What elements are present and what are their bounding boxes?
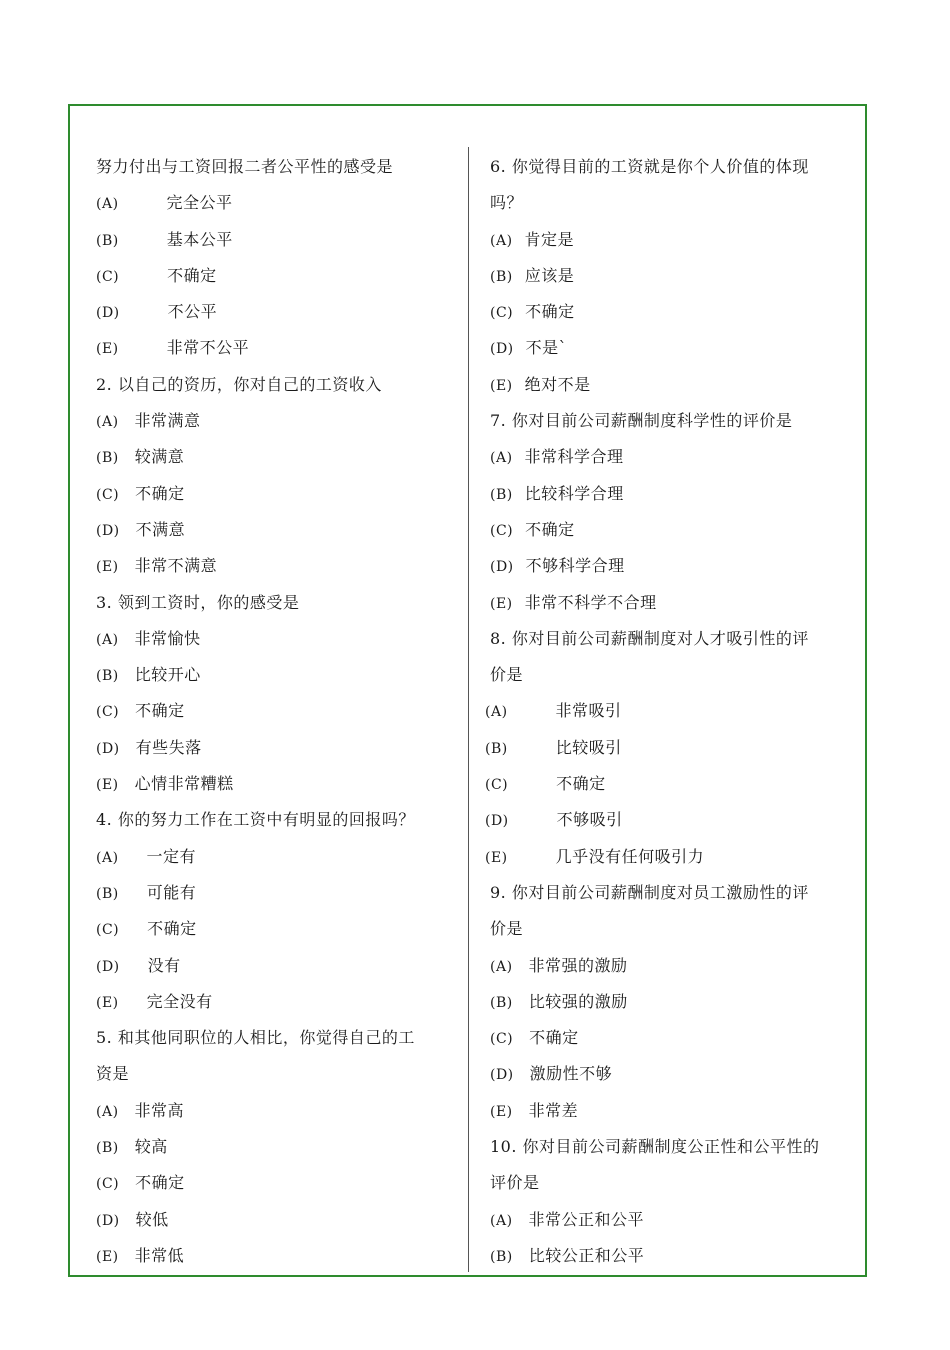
option-text: 肯定是 — [524, 229, 575, 249]
option-letter: (E) — [490, 377, 513, 394]
option-letter: (D) — [485, 813, 509, 830]
question-line: 4. 你的努力工作在工资中有明显的回报吗？ — [96, 810, 415, 830]
option-letter: (A) — [96, 849, 119, 866]
question-line: 6. 你觉得目前的工资就是你个人价值的体现 — [490, 157, 809, 176]
option-letter: (C) — [96, 922, 120, 939]
option-text: 比较开心 — [134, 665, 201, 685]
option-letter: (A) — [490, 958, 513, 975]
option-letter: (A) — [96, 196, 119, 213]
option-text: 不确定 — [147, 919, 197, 939]
option-line — [96, 693, 456, 729]
option-text: 不确定 — [529, 1028, 579, 1048]
option-letter: (E) — [490, 595, 513, 612]
option-line — [485, 839, 852, 875]
option-letter: (C) — [96, 1176, 120, 1193]
option-text: 非常强的激励 — [528, 955, 628, 975]
option-line — [96, 1093, 456, 1129]
option-line — [96, 730, 456, 766]
option-line — [490, 948, 852, 984]
option-line — [96, 984, 456, 1020]
option-line — [490, 512, 852, 548]
option-text: 不满意 — [135, 519, 186, 539]
left-column — [96, 149, 456, 1274]
option-line — [490, 1238, 852, 1274]
option-text: 不确定 — [135, 483, 185, 503]
option-letter: (C) — [490, 1031, 514, 1048]
option-text: 不公平 — [167, 302, 218, 322]
option-letter: (E) — [96, 341, 119, 358]
option-line — [96, 258, 456, 294]
option-line — [490, 585, 852, 621]
option-letter: (D) — [96, 305, 120, 322]
right-column — [485, 149, 852, 1274]
option-text: 不确定 — [135, 701, 185, 721]
option-text: 不够吸引 — [556, 810, 623, 830]
option-text: 不确定 — [525, 302, 575, 322]
option-letter: (C) — [96, 486, 120, 503]
question-line: 9. 你对目前公司薪酬制度对员工激励性的评 — [490, 882, 809, 902]
option-text: 完全公平 — [166, 193, 233, 213]
option-line — [96, 875, 456, 911]
option-line — [96, 512, 456, 548]
option-text: 不够科学合理 — [525, 556, 625, 576]
option-letter: (D) — [96, 522, 120, 539]
question-line: 3. 领到工资时，你的感受是 — [96, 592, 300, 612]
option-text: 非常不公平 — [166, 338, 250, 358]
option-letter: (B) — [96, 1140, 119, 1157]
option-text: 较满意 — [134, 447, 185, 467]
option-text: 非常低 — [134, 1245, 185, 1265]
option-letter: (C) — [96, 704, 120, 721]
option-letter: (D) — [490, 341, 514, 358]
option-line — [96, 222, 456, 258]
option-letter: (B) — [490, 994, 513, 1011]
option-letter: (E) — [96, 994, 119, 1011]
option-letter: (C) — [96, 268, 120, 285]
option-text: 不确定 — [167, 265, 217, 285]
option-text: 完全没有 — [146, 991, 213, 1011]
option-line — [96, 476, 456, 512]
option-letter: (E) — [96, 1248, 119, 1265]
option-letter: (B) — [490, 1248, 513, 1265]
question-line: 7. 你对目前公司薪酬制度科学性的评价是 — [490, 411, 793, 431]
option-letter: (D) — [96, 740, 120, 757]
option-text: 心情非常糟糕 — [134, 774, 234, 794]
option-line — [485, 766, 852, 802]
option-line — [96, 621, 456, 657]
option-text: 非常满意 — [134, 411, 201, 431]
option-letter: (B) — [96, 450, 119, 467]
option-text: 基本公平 — [166, 229, 233, 249]
option-letter: (E) — [96, 777, 119, 794]
option-line — [490, 476, 852, 512]
option-text: 几乎没有任何吸引力 — [555, 846, 705, 866]
option-text: 非常不科学不合理 — [524, 592, 657, 612]
option-line — [490, 367, 852, 403]
option-text: 不确定 — [135, 1173, 185, 1193]
option-line — [96, 839, 456, 875]
option-line — [96, 948, 456, 984]
option-line — [96, 1238, 456, 1274]
option-letter: (D) — [96, 1212, 120, 1229]
option-line — [96, 403, 456, 439]
option-text: 非常差 — [528, 1100, 579, 1120]
option-line — [96, 657, 456, 693]
option-letter: (A) — [490, 450, 513, 467]
option-letter: (A) — [96, 1103, 119, 1120]
option-line — [96, 330, 456, 366]
question-line: 8. 你对目前公司薪酬制度对人才吸引性的评 — [490, 628, 809, 648]
option-line — [490, 1093, 852, 1129]
option-text: 一定有 — [146, 846, 197, 866]
question-line: 2. 以自己的资历，你对自己的工资收入 — [96, 374, 382, 394]
question-line: 吗？ — [490, 193, 524, 213]
option-letter: (A) — [96, 414, 119, 431]
option-letter: (A) — [96, 631, 119, 648]
option-line — [96, 1202, 456, 1238]
option-letter: (A) — [490, 232, 513, 249]
option-line — [490, 294, 852, 330]
option-text: 不是` — [525, 338, 568, 358]
question-line: 努力付出与工资回报二者公平性的感受是 — [96, 157, 394, 176]
option-letter: (E) — [485, 849, 508, 866]
option-letter: (C) — [485, 777, 509, 794]
option-text: 没有 — [147, 955, 181, 975]
option-text: 可能有 — [146, 882, 197, 902]
option-text: 比较科学合理 — [524, 483, 624, 503]
option-letter: (C) — [490, 305, 514, 322]
option-text: 应该是 — [524, 265, 575, 285]
option-line — [490, 439, 852, 475]
option-text: 激励性不够 — [529, 1064, 613, 1084]
option-line — [96, 185, 456, 221]
option-letter: (B) — [96, 668, 119, 685]
option-line — [96, 439, 456, 475]
option-letter: (A) — [490, 1212, 513, 1229]
option-line — [96, 294, 456, 330]
question-line: 评价是 — [490, 1173, 540, 1193]
option-line — [485, 802, 852, 838]
option-letter: (E) — [96, 559, 119, 576]
option-text: 比较强的激励 — [528, 991, 628, 1011]
option-letter: (B) — [490, 486, 513, 503]
option-letter: (C) — [490, 522, 514, 539]
option-text: 非常高 — [134, 1100, 185, 1120]
option-line — [96, 1165, 456, 1201]
option-line — [96, 548, 456, 584]
option-text: 不确定 — [525, 519, 575, 539]
option-text: 不确定 — [556, 774, 606, 794]
option-line — [96, 766, 456, 802]
option-line — [490, 258, 852, 294]
question-line: 5. 和其他同职位的人相比，你觉得自己的工 — [96, 1028, 415, 1048]
option-text: 非常科学合理 — [524, 447, 624, 467]
option-letter: (D) — [490, 1067, 514, 1084]
question-line: 10. 你对目前公司薪酬制度公正性和公平性的 — [490, 1137, 820, 1157]
option-text: 较高 — [134, 1137, 168, 1157]
option-text: 非常公正和公平 — [528, 1209, 645, 1229]
option-line — [490, 330, 852, 366]
option-text: 非常愉快 — [134, 628, 201, 648]
option-letter: (D) — [96, 958, 120, 975]
option-line — [96, 911, 456, 947]
option-letter: (B) — [485, 740, 508, 757]
option-letter: (B) — [96, 232, 119, 249]
option-letter: (B) — [96, 885, 119, 902]
option-line — [490, 1020, 852, 1056]
option-text: 非常不满意 — [134, 556, 218, 576]
option-letter: (D) — [490, 559, 514, 576]
question-line: 价是 — [490, 665, 524, 685]
option-text: 较低 — [135, 1209, 169, 1229]
option-line — [485, 730, 852, 766]
option-line — [485, 693, 852, 729]
column-divider — [468, 147, 469, 1272]
option-line — [490, 1202, 852, 1238]
option-text: 比较公正和公平 — [528, 1245, 645, 1265]
option-text: 比较吸引 — [555, 737, 622, 757]
option-letter: (A) — [485, 704, 508, 721]
option-line — [490, 984, 852, 1020]
option-text: 非常吸引 — [555, 701, 622, 721]
question-line: 资是 — [96, 1064, 130, 1084]
option-line — [490, 548, 852, 584]
option-letter: (B) — [490, 268, 513, 285]
option-letter: (E) — [490, 1103, 513, 1120]
option-line — [96, 1129, 456, 1165]
question-line: 价是 — [490, 919, 524, 939]
option-text: 有些失落 — [135, 737, 202, 757]
option-text: 绝对不是 — [524, 374, 591, 394]
option-line — [490, 222, 852, 258]
option-line — [490, 1056, 852, 1092]
